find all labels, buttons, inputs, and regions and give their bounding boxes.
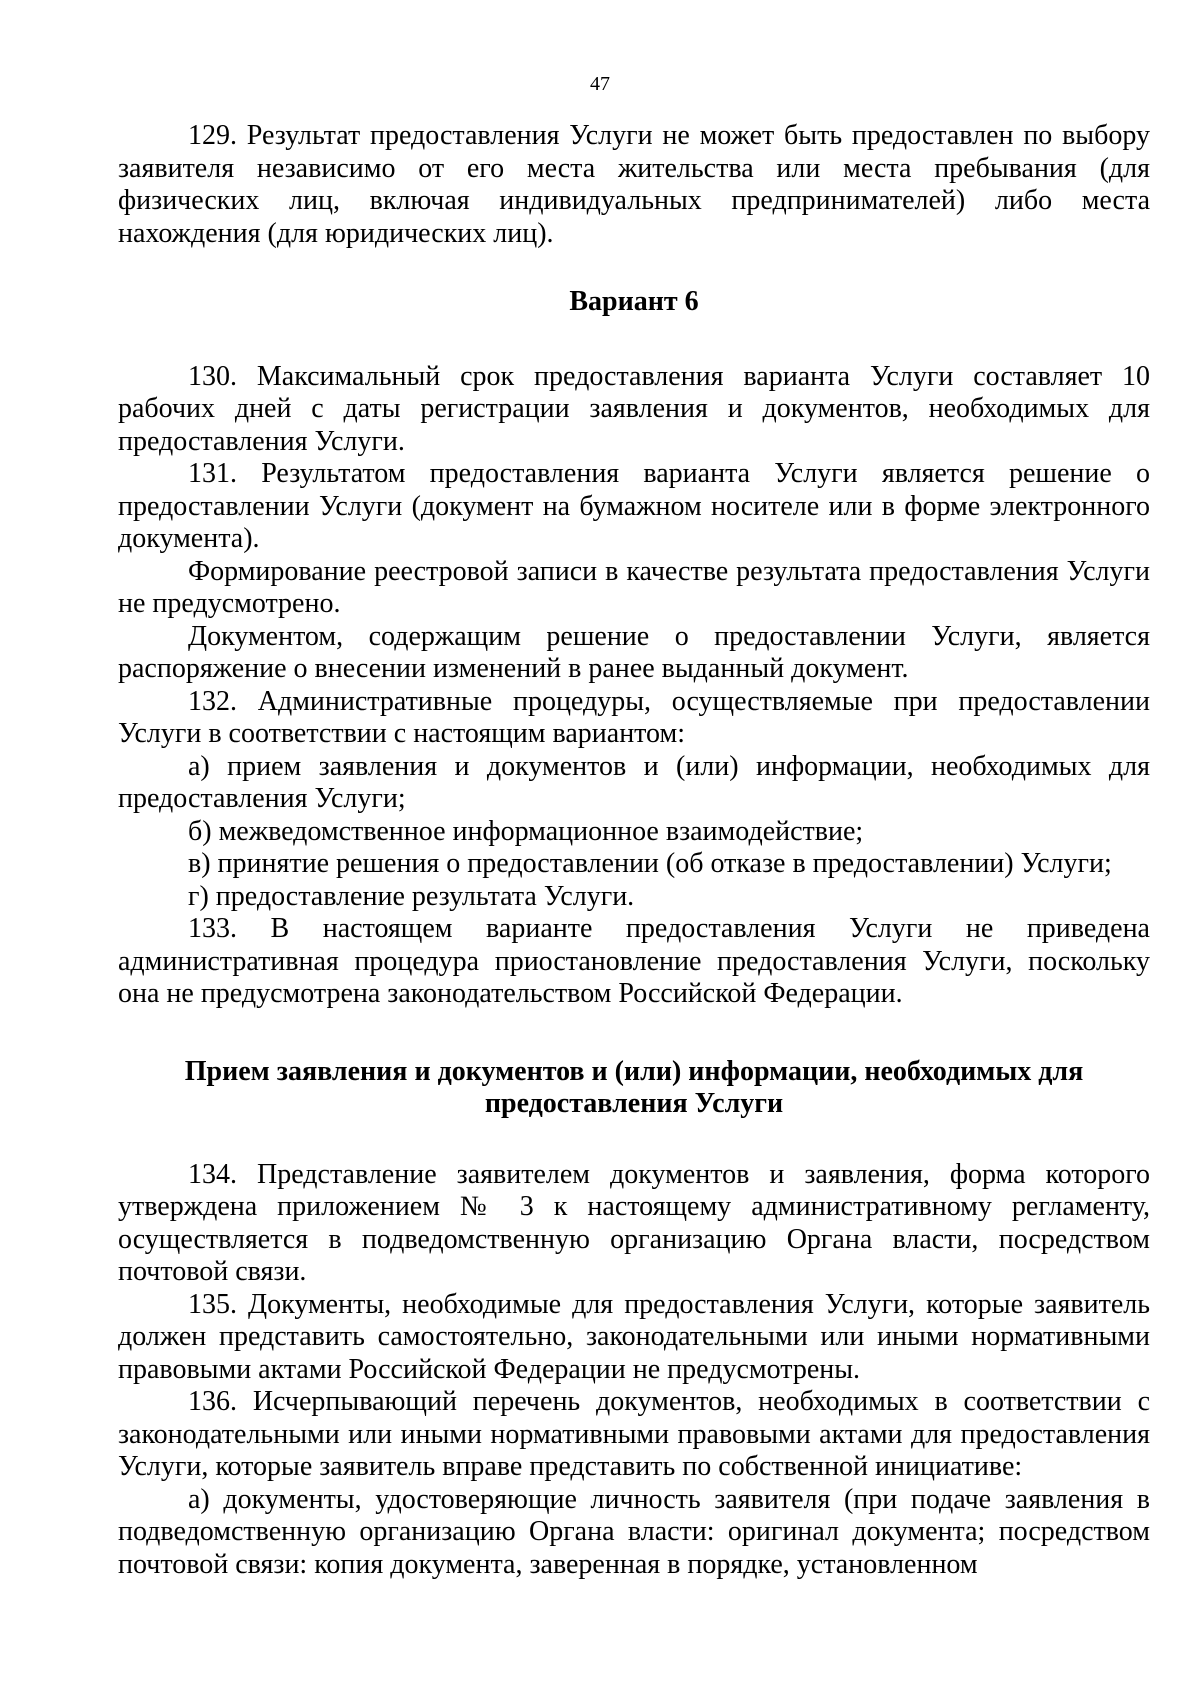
list-item-v: в) принятие решения о предоставлении (об отказе в предоставлении) Услуги;	[188, 848, 1112, 879]
paragraph-132: 132. Административные процедуры, осуществляемые при предоставлении Услуги в соответствии с настоящим вариантом:	[118, 685, 1150, 749]
section-heading-application-intake: Прием заявления и документов и (или) информации, необходимых для предоставления Услуги	[184, 1055, 1084, 1119]
paragraph-133: 133. В настоящем варианте предоставления Услуги не приведена административная процедура приостановление предоставления Услуги, поскольку она не предусмотрена законодательством Российской Федерации.	[118, 913, 1150, 1009]
list-item-g: г) предоставление результата Услуги.	[188, 880, 635, 912]
paragraph-130: 130. Максимальный срок предоставления варианта Услуги составляет 10 рабочих дней с даты регистрации заявления и документов, необходимых для предоставления Услуги.	[118, 360, 1150, 457]
paragraph-registry-record: Формирование реестровой записи в качестве результата предоставления Услуги не предусмотрено.	[118, 555, 1150, 619]
paragraph-131: 131. Результатом предоставления варианта Услуги является решение о предоставлении Услуги (документ на бумажном носителе или в форме электронного документа).	[118, 458, 1150, 554]
paragraph-134: 134. Представление заявителем документов и заявления, форма которого утверждена приложением № 3 к настоящему административному регламенту, осуществляется в подведомственную организацию Органа власти, посредством почтовой связи.	[118, 1158, 1150, 1287]
list-item-136-a: а) документы, удостоверяющие личность заявителя (при подаче заявления в подведомственную организацию Органа власти: оригинал документа; посредством почтовой связи: копия документа, заверенная в порядке, установленном	[118, 1483, 1150, 1580]
section-heading-variant-6: Вариант 6	[569, 286, 699, 317]
paragraph-136: 136. Исчерпывающий перечень документов, необходимых в соответствии с законодательными или иными нормативными правовыми актами для предоставления Услуги, которые заявитель вправе представить по собственной инициативе:	[118, 1386, 1150, 1482]
paragraph-decision-document: Документом, содержащим решение о предоставлении Услуги, является распоряжение о внесении изменений в ранее выданный документ.	[118, 620, 1150, 684]
paragraph-135: 135. Документы, необходимые для предоставления Услуги, которые заявитель должен представить самостоятельно, законодательными или иными нормативными правовыми актами Российской Федерации не предусмотрены.	[118, 1288, 1150, 1385]
list-item-a: а) прием заявления и документов и (или) информации, необходимых для предоставления Услуги;	[118, 750, 1150, 814]
list-item-b: б) межведомственное информационное взаимодействие;	[188, 815, 864, 847]
document-body	[118, 120, 1150, 1581]
paragraph-129: 129. Результат предоставления Услуги не может быть предоставлен по выбору заявителя независимо от его места жительства или места пребывания (для физических лиц, включая индивидуальных предпринимателей) либо места нахождения (для юридических лиц).	[118, 120, 1150, 249]
page-number: 47	[590, 73, 610, 95]
